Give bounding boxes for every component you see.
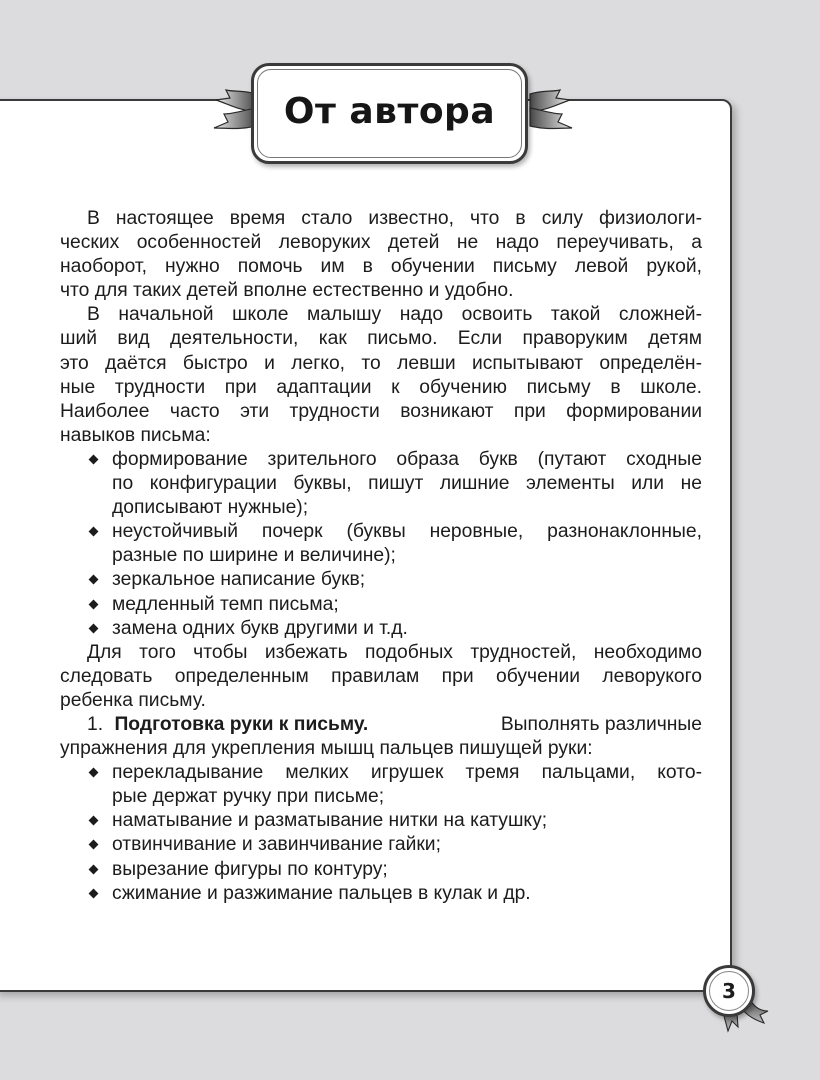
text-line: Наиболее часто эти трудности возникают при формировании: [60, 400, 702, 422]
list-item: [60, 858, 702, 882]
list-item: [60, 568, 702, 592]
text-line: ные трудности при адаптации к обучению письму в школе.: [60, 376, 702, 398]
main-text: [60, 207, 702, 906]
text-line: [60, 713, 702, 737]
rule-1: [60, 713, 702, 761]
diamond-bullet-icon: [89, 768, 99, 778]
text-line: наоборот, нужно помочь им в обучении письму левой рукой,: [60, 256, 702, 278]
paragraph-1: [60, 207, 702, 303]
text-line: формирование зрительного образа букв (путают сходные: [112, 448, 702, 470]
text-line: зеркальное написание букв;: [112, 569, 366, 591]
list-item: [60, 833, 702, 857]
ribbon-right-icon: [528, 86, 578, 142]
text-line: сжимание и разжимание пальцев в кулак и др.: [112, 882, 531, 904]
page-number-circle: [703, 965, 755, 1017]
text-line: дописывают нужные);: [112, 497, 309, 519]
diamond-bullet-icon: [89, 623, 99, 633]
text-line: неустойчивый почерк (буквы неровные, разнонаклонные,: [112, 521, 702, 543]
list-item: [60, 761, 702, 809]
rule-heading-group: [87, 713, 368, 737]
difficulties-list: [60, 448, 702, 641]
title-plaque: [251, 63, 528, 164]
text-line: перекладывание мелких игрушек тремя пальцами, кото-: [112, 762, 702, 784]
rule-text: Выполнять различные: [500, 713, 702, 735]
list-item: [60, 617, 702, 641]
diamond-bullet-icon: [89, 575, 99, 585]
text-line: это даётся быстро и легко, то левши испытывают определён-: [60, 352, 702, 374]
text-line: медленный темп письма;: [112, 593, 339, 615]
rule-heading: Подготовка руки к письму.: [114, 713, 369, 735]
text-line: ребенка письму.: [60, 689, 206, 711]
page-title: От автора: [283, 91, 496, 132]
diamond-bullet-icon: [89, 888, 99, 898]
paragraph-3: [60, 641, 702, 713]
text-line: вырезание фигуры по контуру;: [112, 858, 388, 880]
diamond-bullet-icon: [89, 527, 99, 537]
text-line: рые держат ручку при письме;: [112, 786, 385, 808]
text-line: навыков письма:: [60, 424, 211, 446]
text-line: замена одних букв другими и т.д.: [112, 617, 408, 639]
list-item: [60, 448, 702, 520]
list-item: [60, 809, 702, 833]
text-line: наматывание и разматывание нитки на катушку;: [112, 810, 548, 832]
text-line: В начальной школе малышу надо освоить такой сложней-: [87, 304, 702, 326]
diamond-bullet-icon: [89, 599, 99, 609]
text-line: разные по ширине и величине);: [112, 545, 396, 567]
list-item: [60, 520, 702, 568]
text-line: отвинчивание и завинчивание гайки;: [112, 834, 441, 856]
page-number-badge: [703, 965, 755, 1017]
exercises-list: [60, 761, 702, 906]
text-line: ческих особенностей леворуких детей не надо переучивать, а: [60, 232, 702, 254]
diamond-bullet-icon: [89, 454, 99, 464]
page-number: 3: [722, 979, 736, 1003]
text-line: В настоящее время стало известно, что в силу физиологи-: [87, 208, 702, 229]
diamond-bullet-icon: [89, 816, 99, 826]
text-line: что для таких детей вполне естественно и удобно.: [60, 280, 514, 302]
text-line: упражнения для укрепления мышц пальцев пишущей руки:: [60, 738, 593, 760]
paragraph-2: [60, 303, 702, 448]
text-line: Для того чтобы избежать подобных трудностей, необходимо: [87, 641, 702, 663]
list-item: [60, 882, 702, 906]
text-line: следовать определенным правилам при обучении леворукого: [60, 665, 702, 687]
diamond-bullet-icon: [89, 864, 99, 874]
text-line: по конфигурации буквы, пишут лишние элементы или не: [112, 473, 702, 495]
diamond-bullet-icon: [89, 840, 99, 850]
rule-number: 1.: [87, 713, 104, 735]
text-line: ший вид деятельности, как письмо. Если праворуким детям: [60, 328, 702, 350]
list-item: [60, 593, 702, 617]
